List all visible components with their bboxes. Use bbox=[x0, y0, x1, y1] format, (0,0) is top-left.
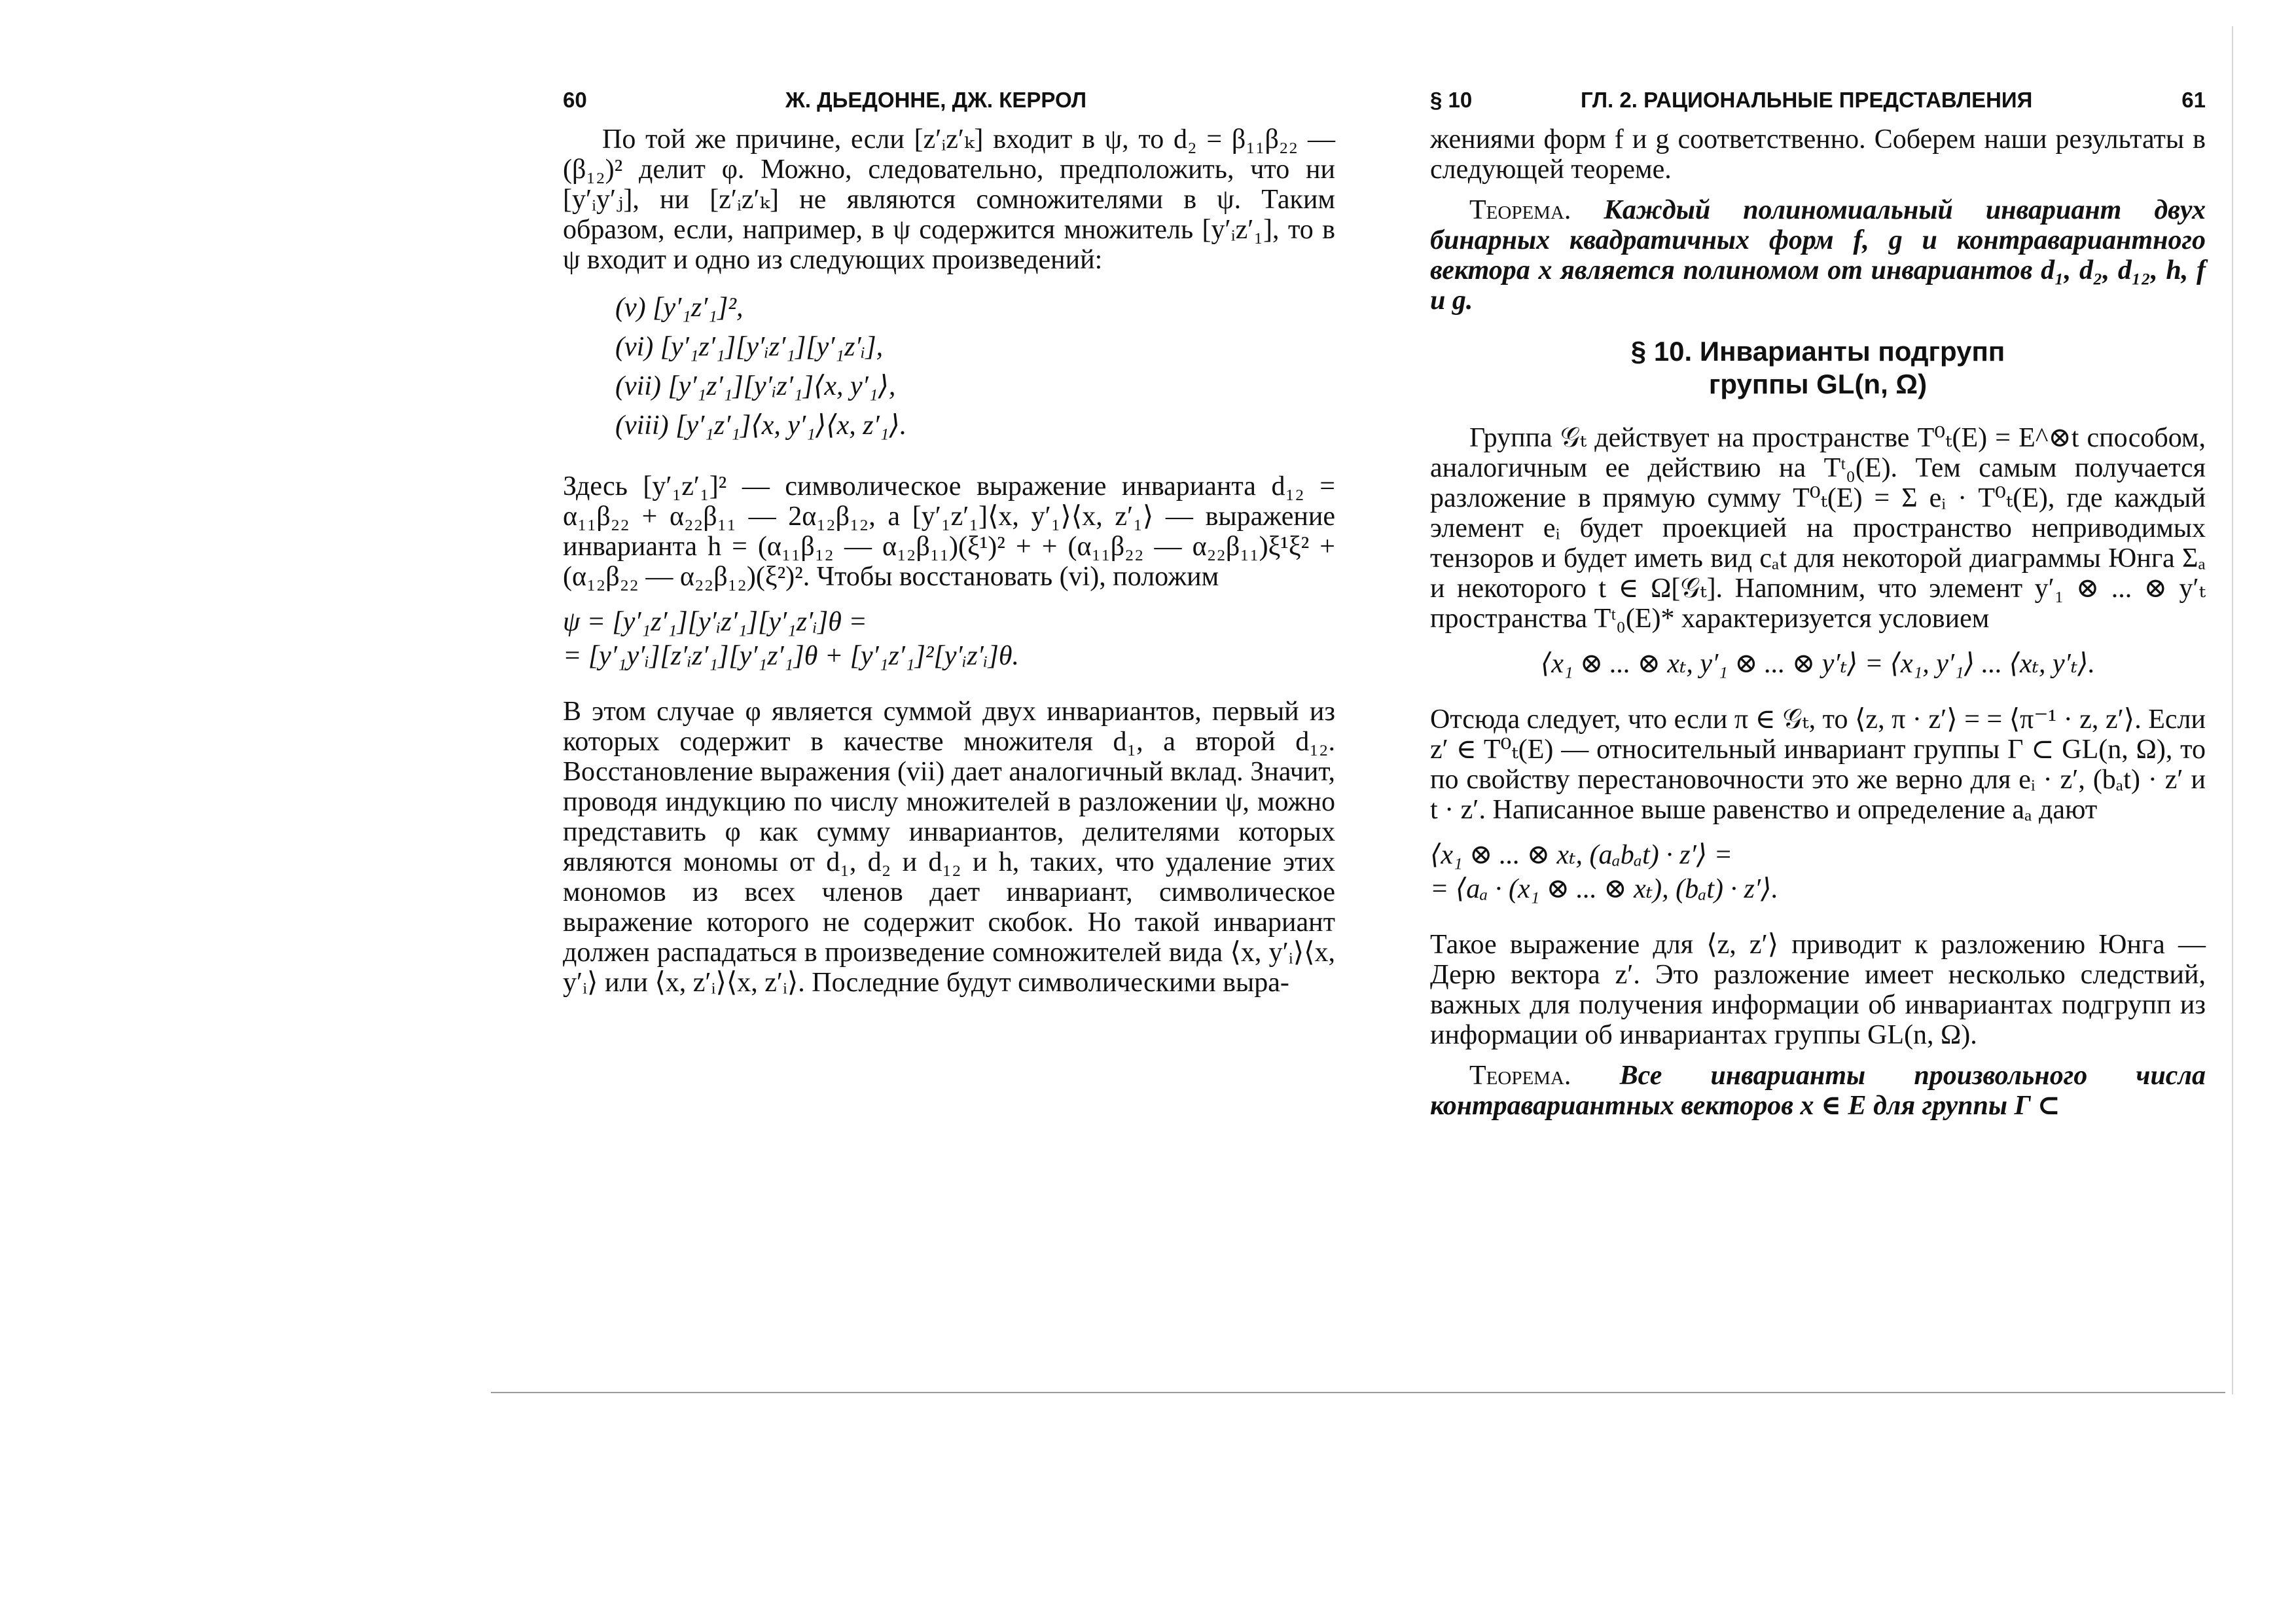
right-running-head: ГЛ. 2. РАЦИОНАЛЬНЫЕ ПРЕДСТАВЛЕНИЯ bbox=[1581, 88, 2033, 112]
left-paragraph-1: По той же причине, если [z′ᵢz′ₖ] входит в ψ, то d₂ = β₁₁β₂₂ — (β₁₂)² делит φ. Можно, следовательно, предположить, что ни [y′ᵢy′ⱼ], ни [z′ᵢz′ₖ] не являются сомножителями в ψ. Таким образом, если, например, в ψ содержится множитель [y′ᵢz′₁], то в ψ входит и одно из следующих произведений: bbox=[563, 124, 1335, 275]
left-paragraph-2: Здесь [y′₁z′₁]² — символическое выражение инварианта d₁₂ = α₁₁β₂₂ + α₂₂β₁₁ — 2α₁₂β₁₂, а [y′₁z′₁]⟨x, y′₁⟩⟨x, z′₁⟩ — выражение инварианта h = (α₁₁β₁₂ — α₁₂β₁₁)(ξ¹)² + + (α₁₁β₂₂ — α₂₂β₁₁)ξ¹ξ² + (α₁₂β₂₂ — α₂₂β₁₂)(ξ²)². Чтобы восстановать (vi), положим bbox=[563, 471, 1335, 592]
left-formula-list: (v) [y′₁z′₁]², (vi) [y′₁z′₁][y′ᵢz′₁][y′₁z′ᵢ], (vii) [y′₁z′₁][y′ᵢz′₁]⟨x, y′₁⟩, (viii) [y′₁z′₁]⟨x, y′₁⟩⟨x, z′₁⟩. bbox=[615, 293, 907, 441]
right-section-marker: § 10 bbox=[1430, 88, 1473, 112]
right-page bbox=[1430, 72, 2206, 1131]
theorem-1-body: Каждый полиномиальный инвариант двух бинарных квадратичных форм f, g и контравариантного вектора x является полиномом от инвариантов d₁, d₂, d₁₂, h, f и g. bbox=[1430, 195, 2206, 316]
page-right-edge-line bbox=[2232, 26, 2233, 1395]
theorem-1-head: Теорема. bbox=[1469, 195, 1571, 225]
right-paragraph-1: жениями форм f и g соответственно. Соберем наши результаты в следующей теореме. bbox=[1430, 124, 2206, 185]
section-title: § 10. Инварианты подгрупп группы GL(n, Ω) bbox=[1630, 336, 2005, 399]
theorem-2-head: Теорема. bbox=[1469, 1061, 1571, 1091]
page-bottom-rule bbox=[491, 1392, 2225, 1393]
theorem-1 bbox=[1430, 195, 2206, 316]
theorem-2-body: Все инварианты произвольного числа контравариантных векторов x ∈ E для группы Γ ⊂ bbox=[1430, 1061, 2206, 1121]
right-formula-pairing: ⟨x₁ ⊗ ... ⊗ xₜ, y′₁ ⊗ ... ⊗ y′ₜ⟩ = ⟨x₁, y′₁⟩ ... ⟨xₜ, y′ₜ⟩. bbox=[1540, 649, 2096, 679]
right-paragraph-3: Отсюда следует, что если π ∈ 𝒢ₜ, то ⟨z, π · z′⟩ = = ⟨π⁻¹ · z, z′⟩. Если z′ ∈ T⁰ₜ(E) — относительный инвариант группы Γ ⊂ GL(n, Ω), то по свойству перестановочности это же верно для eᵢ · z′, (bₐt) · z′ и t · z′. Написанное выше равенство и определение aₐ дают bbox=[1430, 704, 2206, 825]
left-page bbox=[563, 72, 1335, 1008]
right-page-number: 61 bbox=[2181, 88, 2206, 112]
theorem-2 bbox=[1430, 1061, 2206, 1121]
left-page-number: 60 bbox=[563, 88, 587, 112]
right-paragraph-2: Группа 𝒢ₜ действует на пространстве T⁰ₜ(E) = E^⊗t способом, аналогичным ее действию на Tᵗ₀(E). Тем самым получается разложение в прямую сумму T⁰ₜ(E) = Σ eᵢ · T⁰ₜ(E), где каждый элемент eᵢ будет проекцией на пространство неприводимых тензоров и будет иметь вид cₐt для некоторой диаграммы Юнга Σₐ и некоторого t ∈ Ω[𝒢ₜ]. Напомним, что элемент y′₁ ⊗ ... ⊗ y′ₜ пространства Tᵗ₀(E)* характеризуется условием bbox=[1430, 423, 2206, 634]
left-paragraph-3: В этом случае φ является суммой двух инвариантов, первый из которых содержит в качестве множителя d₁, а второй d₁₂. Восстановление выражения (vii) дает аналогичный вклад. Значит, проводя индукцию по числу множителей в разложении ψ, можно представить φ как сумму инвариантов, делителями которых являются мономы от d₁, d₂ и d₁₂ и h, таких, что удаление этих мономов из всех членов дает инвариант, символическое выражение которого не содержит скобок. Но такой инвариант должен распадаться в произведение сомножителей вида ⟨x, y′ᵢ⟩⟨x, y′ᵢ⟩ или ⟨x, z′ᵢ⟩⟨x, z′ᵢ⟩. Последние будут символическими выра- bbox=[563, 697, 1335, 998]
right-page-header bbox=[1430, 72, 2206, 124]
right-paragraph-4: Такое выражение для ⟨z, z′⟩ приводит к разложению Юнга — Дерю вектора z′. Это разложение имеет несколько следствий, важных для получения информации об инвариантах подгрупп из информации об инвариантах группы GL(n, Ω). bbox=[1430, 930, 2206, 1050]
left-page-header bbox=[563, 72, 1335, 124]
left-running-head: Ж. ДЬЕДОННЕ, ДЖ. КЕРРОЛ bbox=[785, 88, 1087, 112]
right-formula-young: ⟨x₁ ⊗ ... ⊗ xₜ, (aₐbₐt) · z′⟩ = = ⟨aₐ · (x₁ ⊗ ... ⊗ xₜ), (bₐt) · z′⟩. bbox=[1430, 840, 1778, 904]
left-formula-psi: ψ = [y′₁z′₁][y′ᵢz′₁][y′₁z′ᵢ]θ = = [y′₁y′ᵢ][z′ᵢz′₁][y′₁z′₁]θ + [y′₁z′₁]²[y′ᵢz′ᵢ]θ. bbox=[563, 607, 1019, 671]
